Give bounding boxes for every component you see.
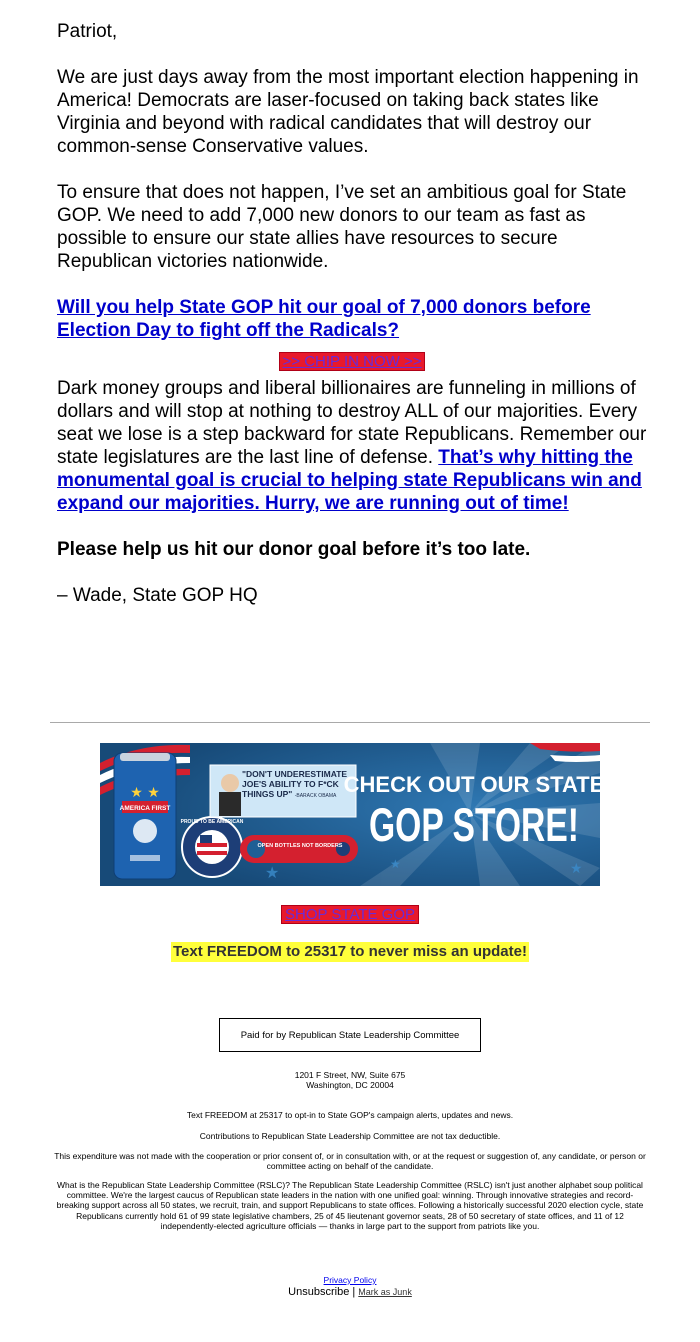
banner-headline-2: GOP STORE! bbox=[369, 798, 579, 851]
optin-text: Text FREEDOM at 25317 to opt-in to State GOP's campaign alerts, updates and news. bbox=[186, 1110, 514, 1120]
shop-row bbox=[0, 905, 700, 924]
chip-in-button[interactable]: >> CHIP IN NOW >> bbox=[279, 352, 426, 371]
quote-text: "DON'T UNDERESTIMATE JOE'S ABILITY TO F*CK THINGS UP" bbox=[242, 769, 348, 799]
expenditure-text: This expenditure was not made with the cooperation or prior consent of, or in consultation with, or at the request or suggestion of, any candidate, or person or committee acting on behalf of the candidate. bbox=[54, 1151, 646, 1172]
paragraph-threat-text: Dark money groups and liberal billionaires are funneling in millions of dollars and will stop at nothing to destroy ALL of our majorities. Every seat we lose is a step backward for state Republicans. Remember our state legislatures are the last line of defense. bbox=[57, 378, 647, 468]
about-rslc-text: What is the Republican State Leadership Committee (RSLC)? The Republican State Leadership Committee (RSLC) isn't just another alphabet soup political committee. We're the largest caucus of Republican state leaders in the nation with one unified goal: winning. Through innovative strategies and record-breaking support across all 50 states, we recruit, train, and support Republicans to state offices. Following a historically successful 2020 election cycle, state Republicans currently hold 61 of 99 state legislative chambers, 25 of 45 lieutenant governor seats, 28 of 50 secretary of state offices, and 11 of 12 independently-elected agriculture officials — thanks in large part to the support from patriots like you. bbox=[56, 1180, 644, 1231]
unsubscribe-link[interactable]: Unsubscribe bbox=[288, 1286, 350, 1298]
svg-text:★: ★ bbox=[570, 861, 583, 877]
can-text: AMERICA FIRST bbox=[119, 805, 171, 812]
koozie-can bbox=[114, 753, 176, 879]
svg-text:★ ★: ★ ★ bbox=[130, 785, 160, 801]
address bbox=[52, 1070, 648, 1090]
chip-in-row bbox=[57, 352, 647, 371]
opener-text: OPEN BOTTLES NOT BORDERS bbox=[257, 843, 343, 849]
paragraph-intro: We are just days away from the most important election happening in America! Democrats are laser-focused on taking back states like Virginia and beyond with radical candidates that will destroy our common-sense Conservative values. bbox=[57, 67, 639, 157]
svg-text:★: ★ bbox=[390, 857, 401, 871]
unsubscribe-row bbox=[52, 1287, 648, 1297]
paragraph-goal: To ensure that does not happen, I’ve set an ambitious goal for State GOP. We need to add 7,000 new donors to our team as fast as possible to ensure our state allies have resources to secure Republican victories nationwide. bbox=[57, 182, 627, 272]
privacy-policy-link[interactable]: Privacy Policy bbox=[323, 1275, 377, 1285]
shop-button[interactable]: SHOP STATE GOP bbox=[281, 905, 419, 924]
mark-as-junk-link[interactable]: Mark as Junk bbox=[358, 1287, 412, 1297]
privacy-row bbox=[52, 1275, 648, 1285]
donate-ask-link[interactable]: Will you help State GOP hit our goal of 7,000 donors before Election Day to fight off the Radicals? bbox=[57, 297, 591, 341]
tax-text: Contributions to Republican State Leadership Committee are not tax deductible. bbox=[199, 1131, 501, 1141]
address-line-1: 1201 F Street, NW, Suite 675 bbox=[294, 1070, 406, 1080]
banner-headline-1: CHECK OUT OUR STATE bbox=[343, 772, 605, 797]
text-cta-row bbox=[0, 942, 700, 962]
separator: | bbox=[352, 1286, 356, 1298]
store-banner-graphic bbox=[100, 743, 605, 886]
urgency-link[interactable]: That’s why hitting the monumental goal is crucial to helping state Republicans win and expand our majorities. Hurry, we are running out of time! bbox=[57, 447, 642, 514]
store-banner[interactable] bbox=[100, 743, 605, 886]
bold-appeal: Please help us hit our donor goal before it’s too late. bbox=[57, 539, 531, 560]
greeting: Patriot, bbox=[57, 21, 118, 42]
paid-for-text: Paid for by Republican State Leadership Committee bbox=[240, 1029, 460, 1041]
svg-text:★: ★ bbox=[265, 863, 280, 882]
divider bbox=[50, 722, 650, 723]
paid-for-box bbox=[219, 1018, 481, 1052]
address-line-2: Washington, DC 20004 bbox=[306, 1080, 394, 1091]
bottle-opener bbox=[240, 835, 358, 863]
signature: – Wade, State GOP HQ bbox=[57, 585, 258, 606]
email-body bbox=[57, 20, 647, 630]
badge-text: PROUD TO BE AMERICAN bbox=[180, 819, 244, 825]
text-cta: Text FREEDOM to 25317 to never miss an update! bbox=[173, 943, 527, 960]
donate-ask-paragraph bbox=[57, 296, 647, 342]
paragraph-threat bbox=[57, 377, 647, 515]
proud-american-badge bbox=[181, 817, 244, 877]
quote-attribution: -BARACK OBAMA bbox=[294, 793, 337, 799]
quote-card bbox=[210, 765, 356, 817]
